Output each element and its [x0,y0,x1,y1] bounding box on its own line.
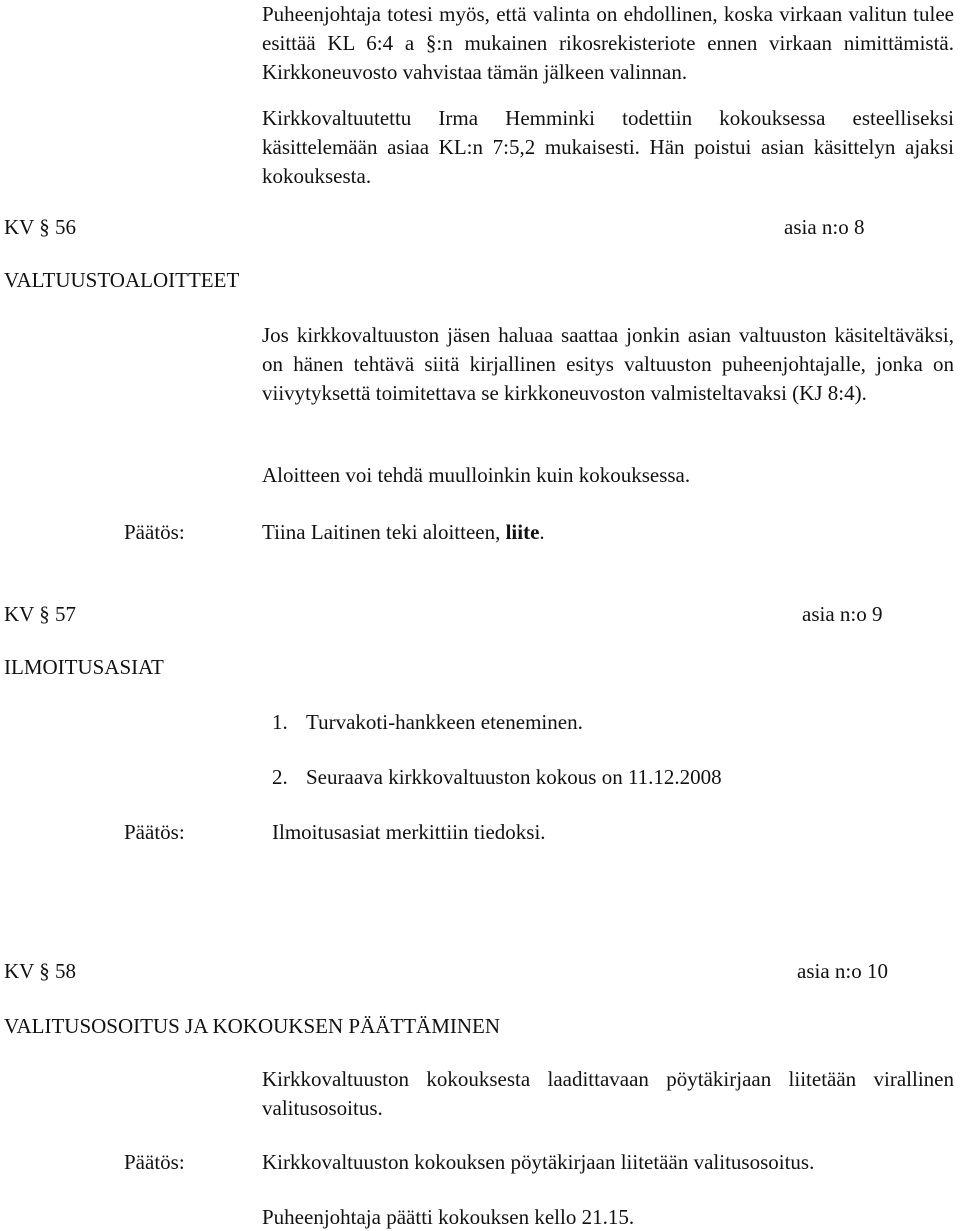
kv57-section-number: KV § 57 [4,602,76,626]
kv56-attachment-link[interactable]: liite [505,520,540,544]
intro-paragraph-2: Kirkkovaltuutettu Irma Hemminki todettiin kokouksessa esteelliseksi käsittelemään asiaa KL:n 7:5,2 mukaisesti. Hän poistui asian käsittelyn ajaksi kokouksesta. [262,106,954,188]
kv57-decision-text: Ilmoitusasiat merkittiin tiedoksi. [272,820,546,844]
kv57-item-1-number: 1. [272,710,288,734]
kv57-item-2-number: 2. [272,765,288,789]
kv56-asia-number: asia n:o 8 [784,215,865,239]
kv57-item-2-text: Seuraava kirkkovaltuuston kokous on 11.12.2008 [306,765,722,789]
kv57-asia-number: asia n:o 9 [802,602,883,626]
kv58-decision-label: Päätös: [124,1150,185,1174]
kv58-body: Kirkkovaltuuston kokouksesta laadittavaan pöytäkirjaan liitetään virallinen valitusosoitus. [262,1067,954,1120]
kv56-decision-end: . [539,520,545,544]
kv58-decision-text: Kirkkovaltuuston kokouksen pöytäkirjaan liitetään valitusosoitus. [262,1150,815,1174]
kv56-decision [262,518,545,546]
kv58-section-number: KV § 58 [4,959,76,983]
kv56-body: Jos kirkkovaltuuston jäsen haluaa saattaa jonkin asian valtuuston käsiteltäväksi, on hänen tehtävä siitä kirjallinen esitys valtuuston puheenjohtajalle, jonka on viivytyksettä toimitettava se kirkkoneuvoston valmisteltavaksi (KJ 8:4). [262,323,954,405]
kv56-decision-label: Päätös: [124,520,185,544]
kv56-note: Aloitteen voi tehdä muulloinkin kuin kokouksessa. [262,463,691,487]
intro-paragraph-1: Puheenjohtaja totesi myös, että valinta on ehdollinen, koska virkaan valitun tulee esittää KL 6:4 a §:n mukainen rikosrekisteriote ennen virkaan nimittämistä. Kirkkoneuvosto vahvistaa tämän jälkeen valinnan. [262,2,954,84]
kv58-asia-number: asia n:o 10 [797,959,888,983]
kv57-decision-label: Päätös: [124,820,185,844]
kv56-section-number: KV § 56 [4,215,76,239]
kv57-item-1-text: Turvakoti-hankkeen eteneminen. [306,710,583,734]
kv58-title: VALITUSOSOITUS JA KOKOUKSEN PÄÄTTÄMINEN [4,1014,501,1038]
kv56-decision-text: Tiina Laitinen teki aloitteen, [262,520,506,544]
kv57-title: ILMOITUSASIAT [4,655,164,679]
kv58-closing: Puheenjohtaja päätti kokouksen kello 21.15. [262,1205,635,1229]
kv56-title: VALTUUSTOALOITTEET [4,268,240,292]
